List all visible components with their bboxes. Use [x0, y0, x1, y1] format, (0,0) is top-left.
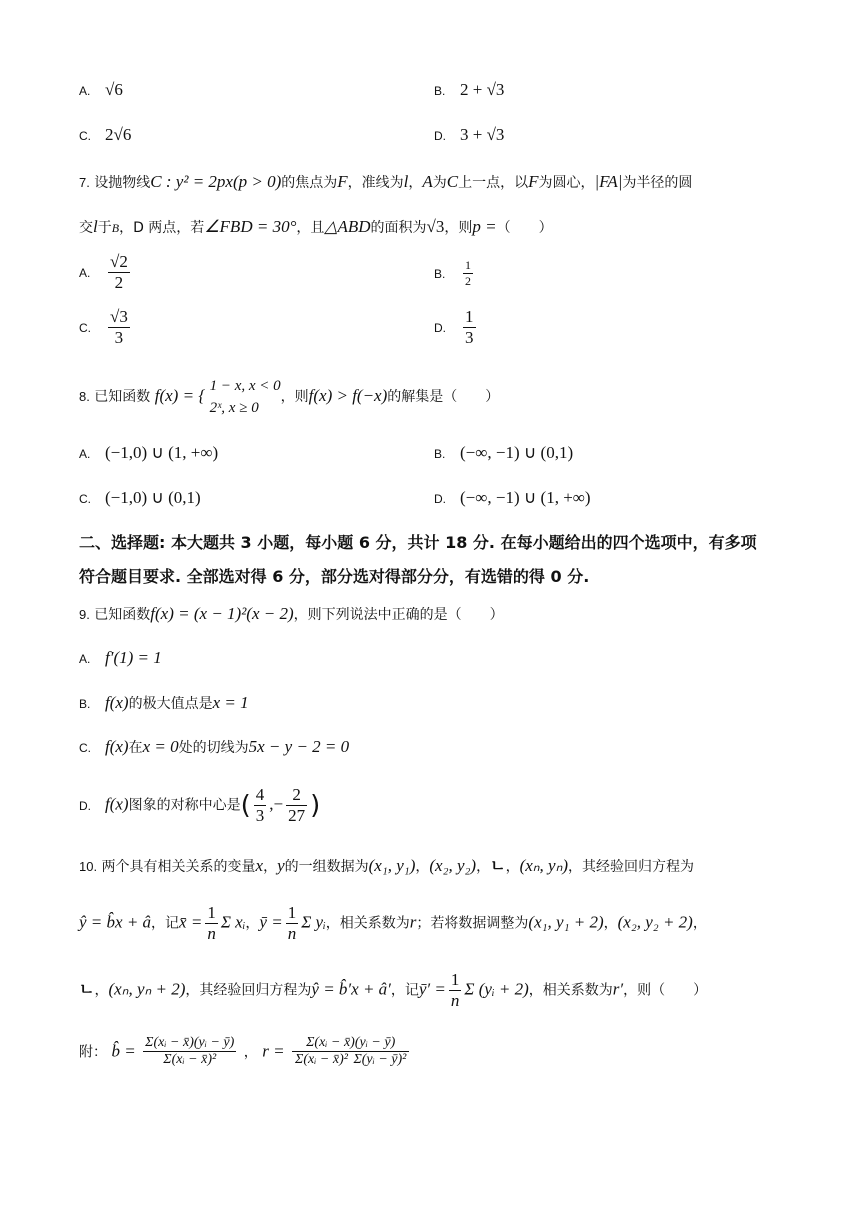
- bhat-numerator: Σ(xᵢ − x̄)(yᵢ − ȳ): [145, 1035, 235, 1050]
- paren-open: (: [240, 790, 251, 821]
- var-C: C: [446, 172, 459, 191]
- r-numerator: Σ(xᵢ − x̄)(yᵢ − ȳ): [292, 1035, 409, 1052]
- denominator: n: [207, 924, 216, 943]
- option-9d: [79, 785, 320, 826]
- option-label: A.: [79, 652, 91, 666]
- equation: f(x) = (x − 1)²(x − 2): [150, 604, 294, 623]
- regression-eq: ŷ = b̂′x + â′: [311, 979, 391, 999]
- area: √3: [426, 217, 445, 236]
- text: 已知函数: [94, 607, 151, 623]
- point: (xₙ, yₙ + 2): [108, 979, 186, 999]
- text: ，: [243, 1044, 258, 1061]
- option-value: √6: [105, 80, 123, 99]
- question-9: [79, 604, 504, 624]
- var-F2: F: [528, 172, 539, 191]
- text: 为: [432, 175, 447, 191]
- option-9c: [79, 737, 349, 757]
- option-label: D.: [434, 320, 446, 335]
- question-10-line1: [79, 853, 694, 876]
- numerator: √3: [110, 307, 128, 326]
- option-math: f(x): [105, 737, 129, 756]
- paren-close: ): [310, 790, 321, 821]
- option-label: C.: [79, 492, 91, 506]
- ybar: ȳ =: [259, 912, 283, 932]
- var-x: x: [255, 856, 264, 875]
- denominator: 3: [255, 806, 265, 825]
- denominator: n: [450, 991, 460, 1010]
- option-math: f(x): [105, 794, 129, 814]
- text: ，: [245, 915, 260, 932]
- equation: C : y² = 2px(p > 0): [150, 172, 282, 191]
- numerator: 4: [255, 785, 265, 804]
- option-7a: [79, 252, 133, 293]
- question-7-line2: [79, 217, 553, 237]
- text: ，: [692, 915, 707, 932]
- text: 为圆心，: [538, 175, 595, 191]
- denominator: 2: [114, 273, 124, 292]
- angle: ∠FBD = 30°: [204, 217, 297, 236]
- question-number: 7.: [79, 175, 90, 190]
- text: 两个具有相关关系的变量: [101, 859, 256, 875]
- var-r: r: [409, 912, 417, 932]
- option-text: 处的切线为: [178, 740, 249, 756]
- option-8c: [79, 488, 201, 508]
- denominator: 27: [288, 806, 306, 825]
- option-8d: [434, 488, 591, 508]
- var-y: y: [277, 856, 285, 875]
- point: (x₁, y₁): [368, 856, 416, 875]
- text: ，相关系数为: [325, 915, 410, 932]
- text: 于: [97, 220, 112, 236]
- text: ，: [603, 915, 618, 932]
- option-value: (−1,0) ∪ (0,1): [105, 488, 201, 507]
- option-math: x = 0: [142, 737, 179, 756]
- option-label: B.: [434, 447, 446, 461]
- option-value: 2√6: [105, 125, 132, 144]
- option-value: (−∞, −1) ∪ (0,1): [460, 443, 574, 462]
- inequality: f(x) > f(−x): [308, 386, 388, 405]
- section-heading-line2: 符合题目要求. 全部选对得 6 分，部分选对得部分分，有选错的得 0 分.: [79, 567, 590, 586]
- text: 的一组数据为: [284, 859, 369, 875]
- r-denominator-y: Σ(yᵢ − ȳ)²: [353, 1052, 407, 1067]
- text: （ ）: [496, 220, 553, 236]
- text: ，: [476, 859, 491, 875]
- separator: ,−: [269, 794, 284, 814]
- option-value: 3 + √3: [460, 125, 505, 144]
- question-number: 10.: [79, 859, 98, 874]
- point: (x₁, y₁ + 2): [528, 912, 604, 932]
- sum: Σ (yᵢ + 2): [464, 979, 529, 999]
- denominator: n: [287, 924, 297, 943]
- question-number: 8.: [79, 389, 90, 404]
- point: (xₙ, yₙ): [519, 856, 569, 875]
- option-value: f′(1) = 1: [105, 648, 162, 667]
- text: ，: [505, 859, 520, 875]
- sum: Σ yᵢ: [301, 912, 326, 932]
- text: ，则: [444, 220, 473, 236]
- option-text: 在: [128, 740, 143, 756]
- option-label: D.: [79, 798, 91, 813]
- formula-appendix: [79, 1035, 412, 1068]
- option-value: (−∞, −1) ∪ (1, +∞): [460, 488, 591, 507]
- text: ，则: [280, 389, 309, 405]
- option-label: A.: [79, 447, 91, 461]
- text: ，: [415, 859, 430, 875]
- appendix-label: 附：: [79, 1044, 107, 1061]
- var-F: F: [337, 172, 348, 191]
- text: ，: [94, 982, 109, 999]
- numerator: 1: [465, 307, 474, 326]
- numerator: 2: [286, 785, 307, 806]
- var-B: B: [111, 221, 120, 235]
- text: ，: [263, 859, 278, 875]
- option-math: f(x): [105, 693, 129, 712]
- option-math: 5x − y − 2 = 0: [248, 737, 350, 756]
- question-10-line3: [79, 970, 707, 1011]
- numerator: 1: [287, 903, 297, 922]
- point: (x₂, y₂ + 2): [617, 912, 693, 932]
- denominator: 3: [114, 328, 124, 347]
- option-text: 的极大值点是: [128, 696, 213, 712]
- text: ，记: [390, 982, 419, 999]
- option-text: 图象的对称中心是: [128, 797, 241, 814]
- option-6a: [79, 80, 123, 100]
- text: ，则下列说法中正确的是（ ）: [293, 607, 504, 623]
- question-10-line2: [79, 903, 707, 944]
- ellipsis-glyph: ㄴ: [490, 856, 506, 875]
- text: ，准线为: [347, 175, 404, 191]
- triangle: △ABD: [324, 217, 371, 236]
- text: 的焦点为: [281, 175, 338, 191]
- question-number: 9.: [79, 607, 90, 622]
- text: 的面积为: [370, 220, 427, 236]
- var-l: l: [93, 217, 98, 236]
- text: ；若将数据调整为: [416, 915, 529, 932]
- r-label: r =: [262, 1041, 285, 1061]
- numerator: 1: [450, 970, 460, 989]
- option-label: B.: [434, 266, 446, 281]
- option-9a: [79, 648, 162, 668]
- var-p: p =: [472, 217, 497, 236]
- text: ，: [408, 175, 423, 191]
- option-7c: [79, 307, 133, 348]
- option-label: B.: [434, 84, 446, 98]
- text: 交: [79, 220, 93, 236]
- var-r-prime: r′: [612, 979, 624, 999]
- option-value: (−1,0) ∪ (1, +∞): [105, 443, 219, 462]
- text: ，记: [151, 915, 180, 932]
- text: 为半径的圆: [622, 175, 693, 191]
- regression-eq: ŷ = b̂x + â: [79, 912, 152, 932]
- option-6c: [79, 125, 131, 145]
- text: 已知函数: [94, 389, 151, 405]
- option-label: C.: [79, 129, 91, 143]
- question-7-line1: [79, 172, 692, 192]
- var-l: l: [403, 172, 409, 191]
- point: (x₂, y₂): [429, 856, 477, 875]
- sum: Σ xᵢ: [220, 912, 246, 932]
- option-label: B.: [79, 697, 91, 711]
- option-9b: [79, 693, 249, 713]
- option-6d: [434, 125, 504, 145]
- denominator: 3: [465, 328, 474, 347]
- option-7d: [434, 307, 479, 348]
- option-label: C.: [79, 320, 91, 335]
- text: ，D 两点，若: [119, 220, 205, 236]
- function-def: f(x) = {: [154, 386, 206, 405]
- option-value: 2 + √3: [460, 80, 505, 99]
- option-label: A.: [79, 84, 91, 98]
- numerator: √2: [110, 252, 128, 271]
- bhat-denominator: Σ(xᵢ − x̄)²: [163, 1052, 217, 1067]
- option-label: C.: [79, 741, 91, 755]
- text: ，其经验回归方程为: [185, 982, 312, 999]
- case-2: 2ˣ, x ≥ 0: [209, 400, 259, 416]
- numerator: 1: [207, 903, 216, 922]
- text: ，其经验回归方程为: [568, 859, 695, 875]
- option-6b: [434, 80, 504, 100]
- option-label: D.: [434, 129, 446, 143]
- option-label: D.: [434, 492, 446, 506]
- option-8a: [79, 443, 218, 463]
- numerator: 1: [465, 258, 471, 272]
- r-denominator-x: Σ(xᵢ − x̄)²: [295, 1052, 348, 1067]
- option-label: A.: [79, 265, 91, 280]
- section-heading-line1: 二、选择题: 本大题共 3 小题，每小题 6 分，共计 18 分. 在每小题给出的四个选项中，有多项: [79, 533, 757, 552]
- option-8b: [434, 443, 573, 463]
- text: ，且: [296, 220, 325, 236]
- bhat-label: b̂ =: [111, 1041, 136, 1061]
- xbar: x̄ =: [179, 912, 203, 932]
- var-FA: |FA|: [594, 172, 623, 191]
- var-A: A: [422, 172, 433, 191]
- option-7b: [434, 258, 476, 289]
- text: 的解集是（ ）: [387, 389, 500, 405]
- text: ，相关系数为: [528, 982, 613, 999]
- ybar-prime: ȳ′ =: [418, 979, 446, 999]
- option-math: x = 1: [212, 693, 249, 712]
- text: 设抛物线: [94, 175, 151, 191]
- text: 上一点，以: [458, 175, 529, 191]
- denominator: 2: [465, 274, 471, 288]
- question-8: [79, 375, 499, 419]
- case-1: 1 − x, x < 0: [209, 378, 281, 394]
- ellipsis-glyph: ㄴ: [79, 979, 95, 999]
- text: ，则（ ）: [623, 982, 708, 999]
